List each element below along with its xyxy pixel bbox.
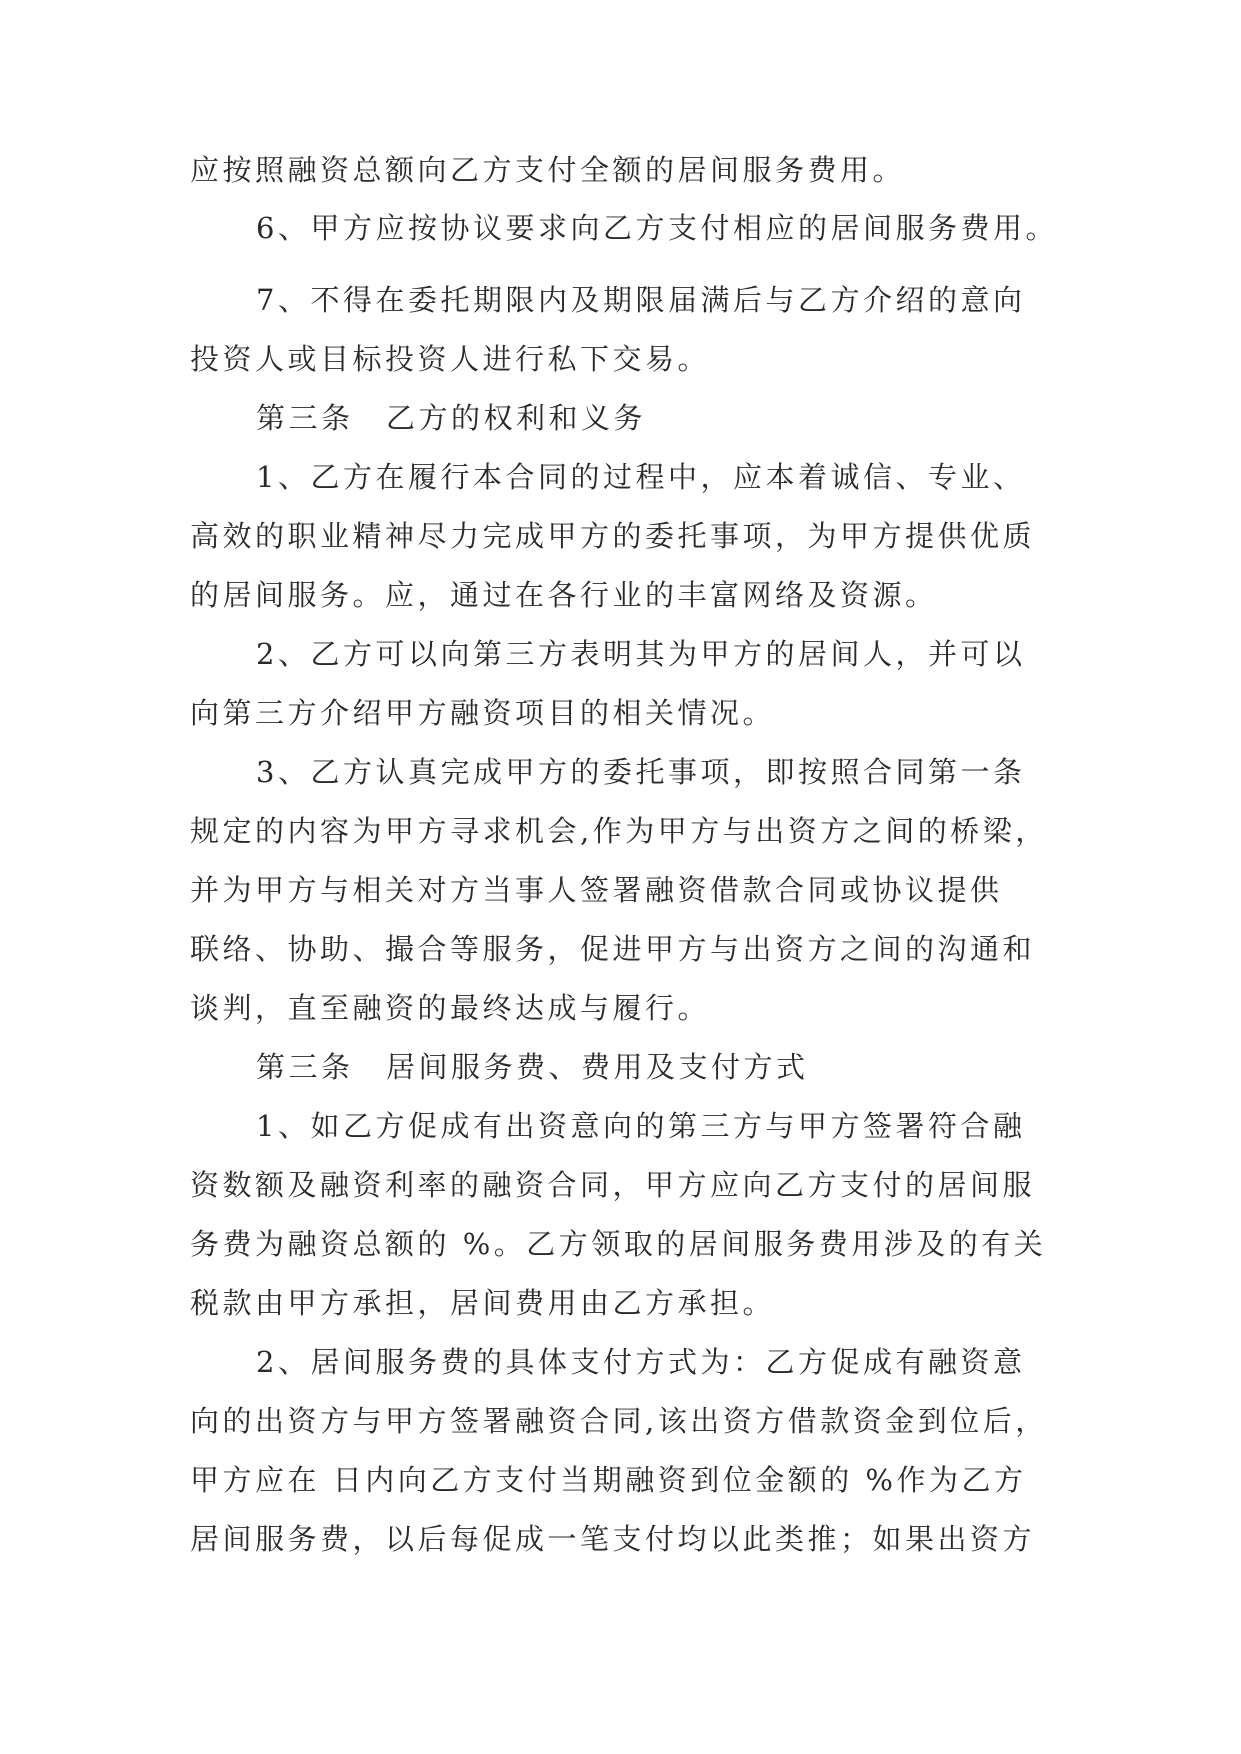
- text-line: 高效的职业精神尽力完成甲方的委托事项，为甲方提供优质: [190, 519, 1036, 553]
- text-line: 1、如乙方促成有出资意向的第三方与甲方签署符合融: [256, 1109, 1026, 1143]
- text-line: 居间服务费，以后每促成一笔支付均以此类推；如果出资方: [190, 1522, 1036, 1556]
- text-line: 2、乙方可以向第三方表明其为甲方的居间人，并可以: [256, 637, 1026, 671]
- text-line: 务费为融资总额的 %。乙方领取的居间服务费用涉及的有关: [190, 1227, 1047, 1261]
- text-line: 联络、协助、撮合等服务，促进甲方与出资方之间的沟通和: [190, 932, 1036, 966]
- text-line: 并为甲方与相关对方当事人签署融资借款合同或协议提供: [190, 873, 1003, 907]
- text-line: 投资人或目标投资人进行私下交易。: [190, 342, 711, 376]
- text-line: 税款由甲方承担，居间费用由乙方承担。: [190, 1286, 776, 1320]
- section-heading: 第三条 乙方的权利和义务: [256, 401, 647, 435]
- text-line: 3、乙方认真完成甲方的委托事项，即按照合同第一条: [256, 755, 1026, 789]
- text-line: 2、居间服务费的具体支付方式为：乙方促成有融资意: [256, 1345, 1026, 1379]
- text-line: 甲方应在 日内向乙方支付当期融资到位金额的 %作为乙方: [190, 1463, 1027, 1497]
- text-line: 的居间服务。应，通过在各行业的丰富网络及资源。: [190, 578, 938, 612]
- text-line: 7、不得在委托期限内及期限届满后与乙方介绍的意向: [256, 283, 1026, 317]
- text-line: 1、乙方在履行本合同的过程中，应本着诚信、专业、: [256, 460, 1026, 494]
- text-line: 资数额及融资利率的融资合同，甲方应向乙方支付的居间服: [190, 1168, 1036, 1202]
- text-line: 应按照融资总额向乙方支付全额的居间服务费用。: [190, 153, 906, 187]
- text-line: 规定的内容为甲方寻求机会,作为甲方与出资方之间的桥梁，: [190, 814, 1048, 848]
- text-line: 6、甲方应按协议要求向乙方支付相应的居间服务费用。: [256, 211, 1058, 245]
- section-heading: 第三条 居间服务费、费用及支付方式: [256, 1050, 809, 1084]
- text-line: 向第三方介绍甲方融资项目的相关情况。: [190, 696, 776, 730]
- text-line: 向的出资方与甲方签署融资合同,该出资方借款资金到位后，: [190, 1404, 1048, 1438]
- text-line: 谈判，直至融资的最终达成与履行。: [190, 991, 711, 1025]
